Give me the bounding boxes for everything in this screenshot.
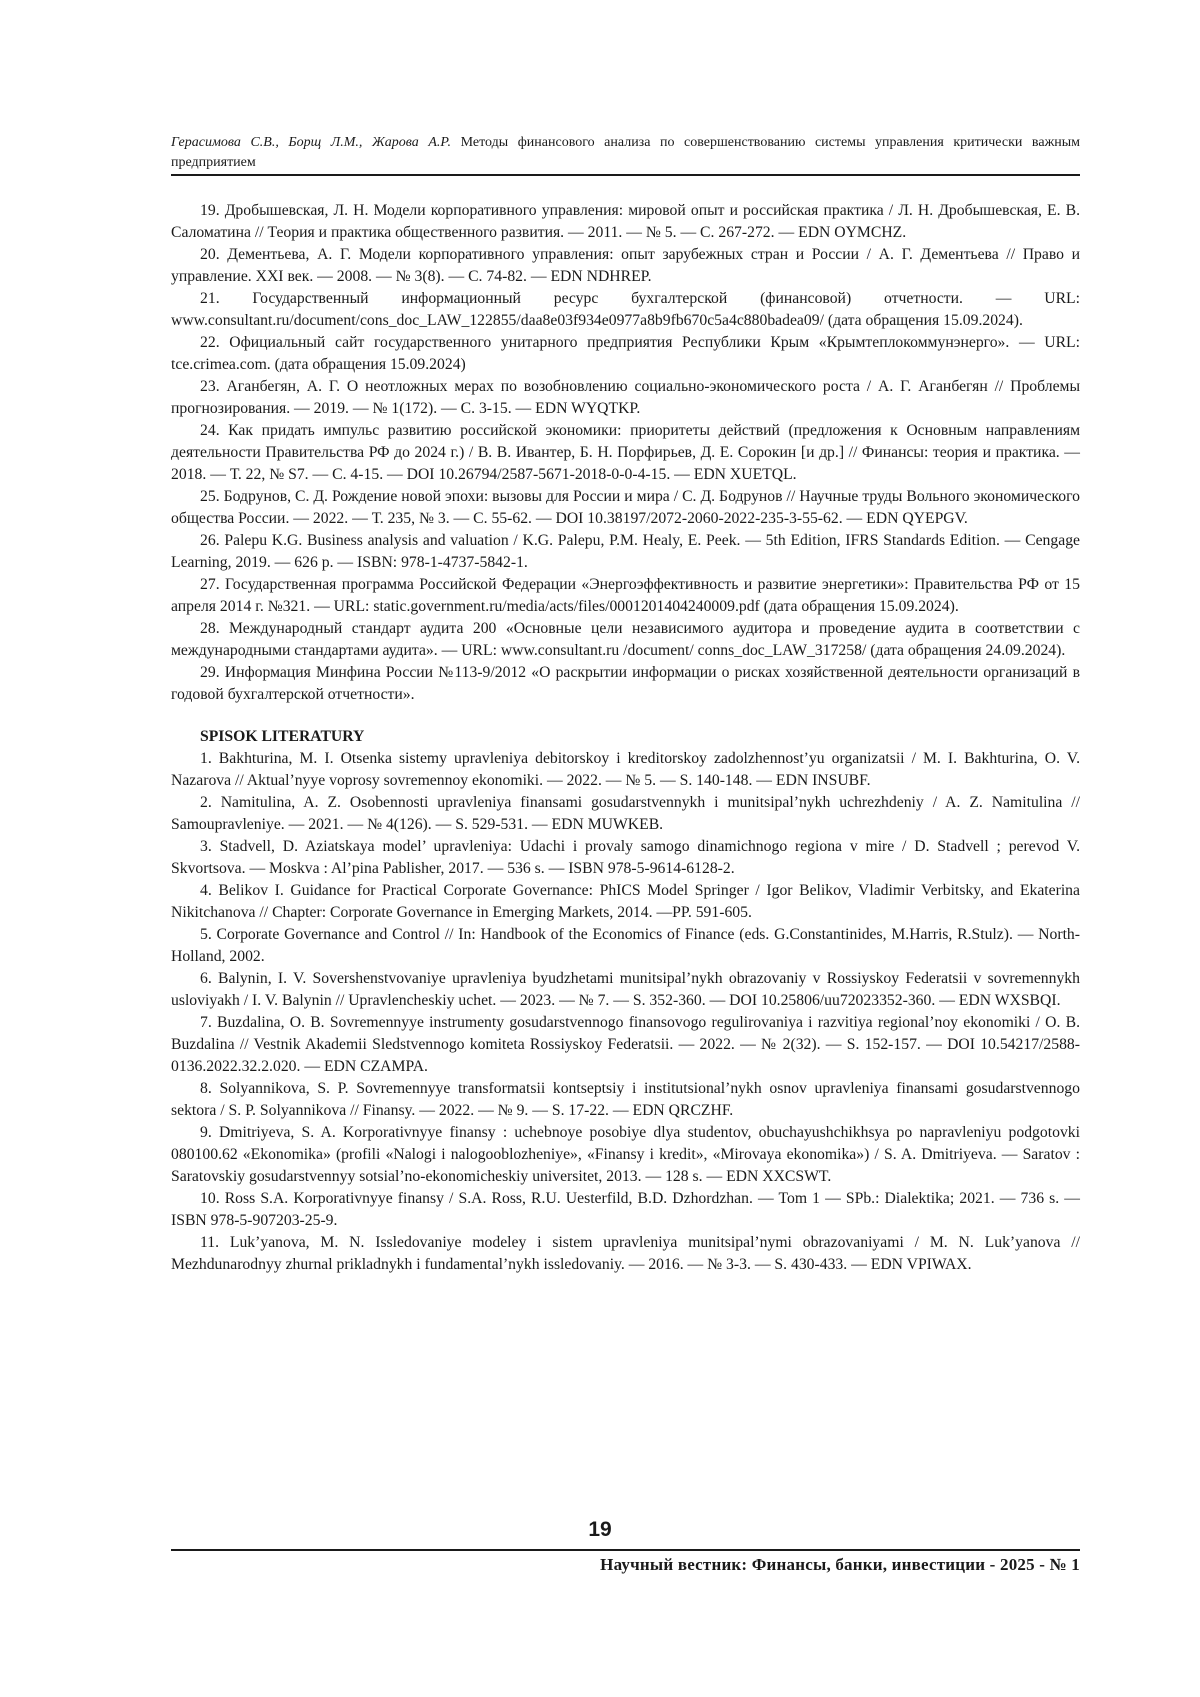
literature-item-7: 7. Buzdalina, O. B. Sovremennyye instrumenty gosudarstvennogo finansovogo regulirovaniya i razvitiya regional’noy ekonomiki / O. B. Buzdalina // Vestnik Akademii Sledstvennogo komiteta Rossiyskoy Federatsii. — 2022. — № 2(32). — S. 152-157. — DOI 10.54217/2588-0136.2022.32.2.020. — EDN CZAMPA. bbox=[171, 1014, 1080, 1075]
literature-item-4: 4. Belikov I. Guidance for Practical Corporate Governance: PhICS Model Springer / Igor Belikov, Vladimir Verbitsky, and Ekaterina Nikitchanova // Chapter: Corporate Governance in Emerging Markets, 2014. —PP. 591-605. bbox=[171, 882, 1080, 921]
page-number: 19 bbox=[588, 1518, 612, 1541]
literature-item-10: 10. Ross S.A. Korporativnyye finansy / S.A. Ross, R.U. Uesterfild, B.D. Dzhordzhan. — Tom 1 — SPb.: Dialektika; 2021. — 736 s. — ISBN 978-5-907203-25-9. bbox=[171, 1190, 1080, 1229]
reference-item-24: 24. Как придать импульс развитию российской экономики: приоритеты действий (предложения к Основным направлениям деятельности Правительства РФ до 2024 г.) / В. В. Ивантер, Б. Н. Порфирьев, Д. Е. Сорокин [и др.] // Финансы: теория и практика. — 2018. — Т. 22, № S7. — С. 4-15. — DOI 10.26794/2587-5671-2018-0-0-4-15. — EDN XUETQL. bbox=[171, 422, 1080, 483]
header-divider bbox=[171, 174, 1080, 176]
literature-item-8: 8. Solyannikova, S. P. Sovremennyye transformatsii kontseptsiy i institutsional’nykh osnov upravleniya finansami gosudarstvennogo sektora / S. P. Solyannikova // Finansy. — 2022. — № 9. — S. 17-22. — EDN QRCZHF. bbox=[171, 1080, 1080, 1119]
literature-item-11: 11. Luk’yanova, M. N. Issledovaniye modeley i sistem upravleniya munitsipal’nymi obrazovaniyami / M. N. Luk’yanova // Mezhdunarodnyy zhurnal prikladnykh i fundamental’nykh issledovaniy. — 2016. — № 3-3. — S. 430-433. — EDN VPIWAX. bbox=[171, 1234, 1080, 1273]
footer-divider bbox=[171, 1549, 1080, 1551]
reference-item-19: 19. Дробышевская, Л. Н. Модели корпоративного управления: мировой опыт и российская практика / Л. Н. Дробышевская, Е. В. Саломатина // Теория и практика общественного развития. — 2011. — № 5. — С. 267-272. — EDN OYMCHZ. bbox=[171, 202, 1080, 241]
header-title: Методы финансового анализа по совершенствованию системы управления критически важным предприятием bbox=[171, 135, 1080, 170]
page-body bbox=[171, 200, 1080, 1276]
literature-heading: SPISOK LITERATURY bbox=[200, 728, 365, 745]
reference-item-27: 27. Государственная программа Российской Федерации «Энергоэффективность и развитие энергетики»: Правительства РФ от 15 апреля 2014 г. №321. — URL: static.government.ru/media/acts/files/0001201404240009.pdf (дата обращения 15.09.2024). bbox=[171, 576, 1080, 615]
literature-item-3: 3. Stadvell, D. Aziatskaya model’ upravleniya: Udachi i provaly samogo dinamichnogo regiona v mire / D. Stadvell ; perevod V. Skvortsova. — Moskva : Al’pina Pablisher, 2017. — 536 s. — ISBN 978-5-9614-6128-2. bbox=[171, 838, 1080, 877]
literature-item-2: 2. Namitulina, A. Z. Osobennosti upravleniya finansami gosudarstvennykh i munitsipal’nykh uchrezhdeniy / A. Z. Namitulina // Samoupravleniye. — 2021. — № 4(126). — S. 529-531. — EDN MUWKEB. bbox=[171, 794, 1080, 833]
reference-item-20: 20. Дементьева, А. Г. Модели корпоративного управления: опыт зарубежных стран и России / А. Г. Дементьева // Право и управление. XXI век. — 2008. — № 3(8). — С. 74-82. — EDN NDHREP. bbox=[171, 246, 1080, 285]
literature-item-6: 6. Balynin, I. V. Sovershenstvovaniye upravleniya byudzhetami munitsipal’nykh obrazovaniy v Rossiyskoy Federatsii v sovremennykh usloviyakh / I. V. Balynin // Upravlencheskiy uchet. — 2023. — № 7. — S. 352-360. — DOI 10.25806/uu72023352-360. — EDN WXSBQI. bbox=[171, 970, 1080, 1009]
running-head bbox=[171, 133, 1080, 173]
literature-item-5: 5. Corporate Governance and Control // In: Handbook of the Economics of Finance (eds. G.Constantinides, M.Harris, R.Stulz). — North-Holland, 2002. bbox=[171, 926, 1080, 965]
header-authors: Герасимова С.В., Борщ Л.М., Жарова А.Р. bbox=[171, 135, 452, 150]
literature-item-1: 1. Bakhturina, M. I. Otsenka sistemy upravleniya debitorskoy i kreditorskoy zadolzhennost’yu organizatsii / M. I. Bakhturina, O. V. Nazarova // Aktual’nyye voprosy sovremennoy ekonomiki. — 2022. — № 5. — S. 140-148. — EDN INSUBF. bbox=[171, 750, 1080, 789]
reference-list-russian bbox=[171, 200, 1080, 706]
reference-item-26: 26. Palepu K.G. Business analysis and valuation / K.G. Palepu, P.M. Healy, E. Peek. — 5th Edition, IFRS Standards Edition. — Cengage Learning, 2019. — 626 p. — ISBN: 978-1-4737-5842-1. bbox=[171, 532, 1080, 571]
reference-item-28: 28. Международный стандарт аудита 200 «Основные цели независимого аудитора и проведение аудита в соответствии с международными стандартами аудита». — URL: www.consultant.ru /document/ conns_doc_LAW_317258/ (дата обращения 24.09.2024). bbox=[171, 620, 1080, 659]
reference-item-29: 29. Информация Минфина России №113-9/2012 «О раскрытии информации о рисках хозяйственной деятельности организаций в годовой бухгалтерской отчетности». bbox=[171, 664, 1080, 703]
running-foot: Научный вестник: Финансы, банки, инвестиции - 2025 - № 1 bbox=[600, 1555, 1080, 1574]
reference-item-23: 23. Аганбегян, А. Г. О неотложных мерах по возобновлению социально-экономического роста / А. Г. Аганбегян // Проблемы прогнозирования. — 2019. — № 1(172). — С. 3-15. — EDN WYQTKP. bbox=[171, 378, 1080, 417]
reference-item-22: 22. Официальный сайт государственного унитарного предприятия Республики Крым «Крымтеплокоммунэнерго». — URL: tce.crimea.com. (дата обращения 15.09.2024) bbox=[171, 334, 1080, 373]
literature-item-9: 9. Dmitriyeva, S. A. Korporativnyye finansy : uchebnoye posobiye dlya studentov, obuchayushchikhsya po napravleniyu podgotovki 080100.62 «Ekonomika» (profili «Nalogi i nalogooblozheniye», «Finansy i kredit», «Mirovaya ekonomika») / S. A. Dmitriyeva. — Saratov : Saratovskiy gosudarstvennyy sotsial’no-ekonomicheskiy universitet, 2013. — 128 s. — EDN XXCSWT. bbox=[171, 1124, 1080, 1185]
reference-item-25: 25. Бодрунов, С. Д. Рождение новой эпохи: вызовы для России и мира / С. Д. Бодрунов // Научные труды Вольного экономического общества России. — 2022. — Т. 235, № 3. — С. 55-62. — DOI 10.38197/2072-2060-2022-235-3-55-62. — EDN QYEPGV. bbox=[171, 488, 1080, 527]
reference-list-transliterated bbox=[171, 748, 1080, 1276]
reference-item-21: 21. Государственный информационный ресурс бухгалтерской (финансовой) отчетности. — URL: www.consultant.ru/document/cons_doc_LAW_122855/daa8e03f934e0977a8b9fb670c5a4c880badea09/ (дата обращения 15.09.2024). bbox=[171, 290, 1080, 329]
